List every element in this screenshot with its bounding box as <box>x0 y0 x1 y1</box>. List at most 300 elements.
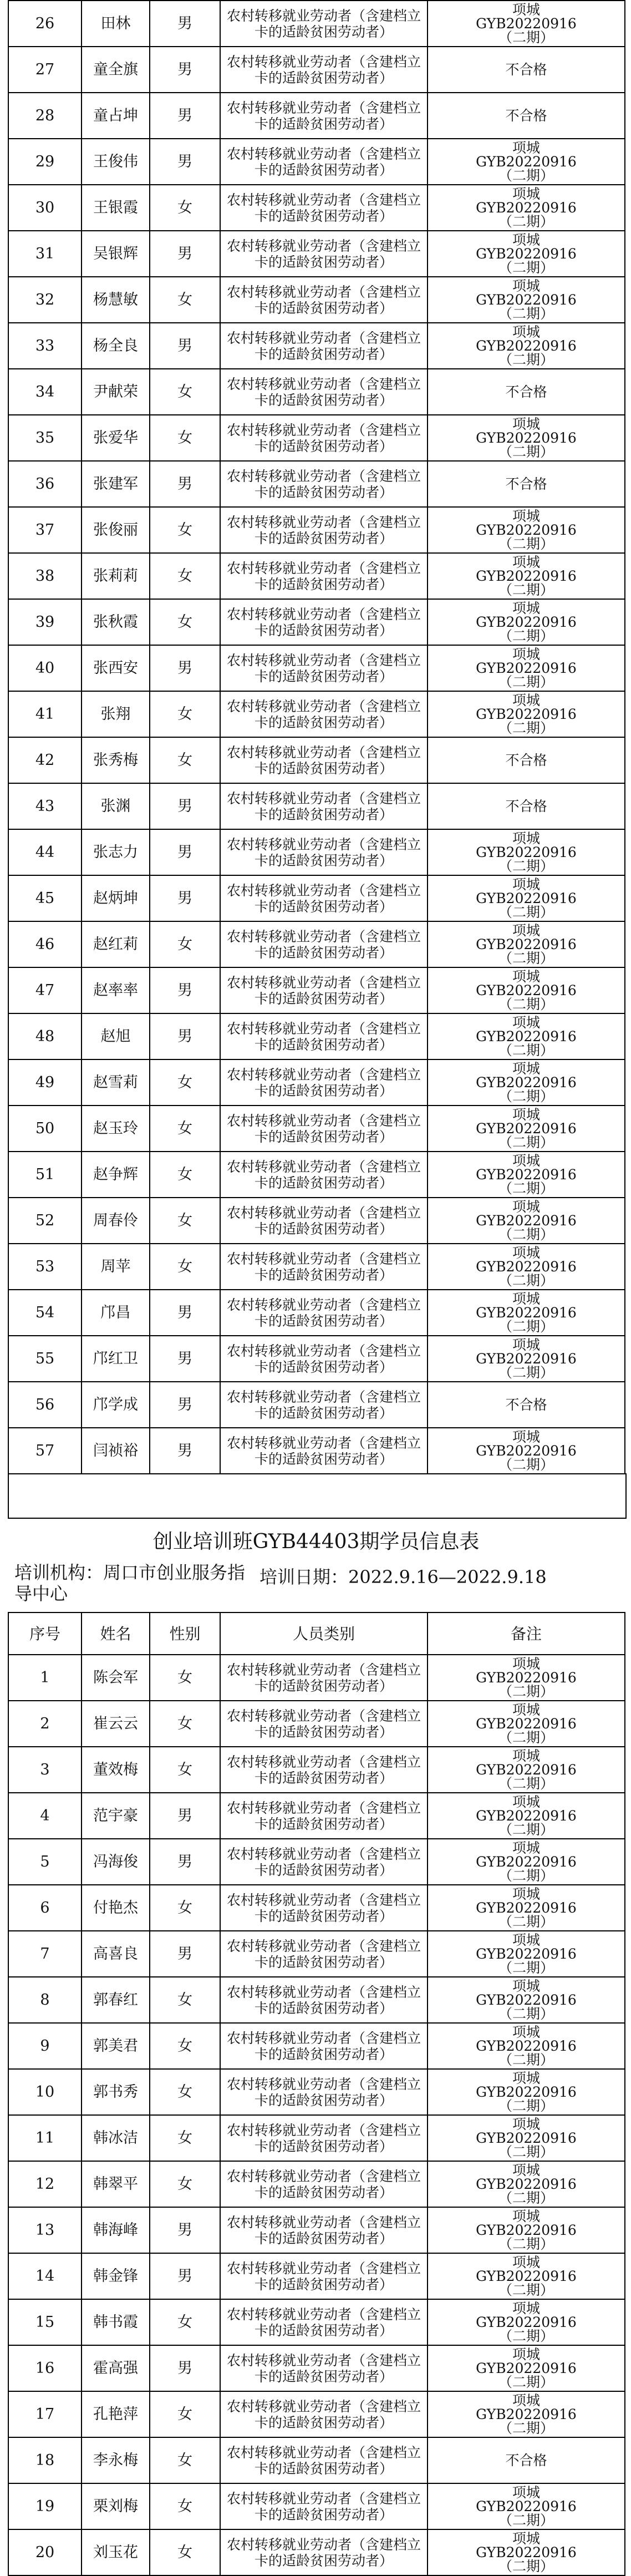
student-gender: 女 <box>150 2529 220 2575</box>
student-gender: 男 <box>150 231 220 277</box>
table-row <box>8 1428 625 1474</box>
row-note <box>428 2529 625 2575</box>
student-gender: 男 <box>150 645 220 691</box>
student-category: 农村转移就业劳动者（含建档立卡的适龄贫困劳动者） <box>220 599 428 645</box>
note-line2: GYB20220916 <box>476 2268 577 2284</box>
table-row <box>8 1655 625 1701</box>
table-header-row <box>8 1612 625 1655</box>
student-name: 张志力 <box>82 829 150 875</box>
note-line3: （二期） <box>498 2328 554 2344</box>
row-note <box>428 1793 625 1839</box>
note-line1: 项城 <box>512 1702 540 1718</box>
note-line3: （二期） <box>498 29 554 45</box>
student-gender: 男 <box>150 461 220 507</box>
student-name: 栗刘梅 <box>82 2483 150 2529</box>
note-line2: GYB20220916 <box>476 1213 577 1229</box>
student-category: 农村转移就业劳动者（含建档立卡的适龄贫困劳动者） <box>220 553 428 599</box>
row-number: 38 <box>8 553 82 599</box>
student-gender: 男 <box>150 1336 220 1382</box>
note-line3: （二期） <box>498 1683 554 1700</box>
note-line2: GYB20220916 <box>476 2222 577 2238</box>
student-name: 刘玉花 <box>82 2529 150 2575</box>
note-line1: 项城 <box>512 1107 540 1123</box>
header-category: 人员类别 <box>220 1612 428 1655</box>
note-line2: GYB20220916 <box>476 1443 577 1459</box>
student-gender: 男 <box>150 2253 220 2299</box>
note-line3: （二期） <box>498 2144 554 2160</box>
student-name: 周春伶 <box>82 1198 150 1244</box>
student-gender: 女 <box>150 921 220 967</box>
table-row <box>8 1977 625 2023</box>
table-row <box>8 1 625 47</box>
note-line2: GYB20220916 <box>476 16 577 32</box>
note-line1: 项城 <box>512 1932 540 1948</box>
student-gender: 女 <box>150 2115 220 2161</box>
row-note <box>428 645 625 691</box>
note-line2: GYB20220916 <box>476 2038 577 2054</box>
note-line1: 项城 <box>512 2254 540 2270</box>
student-gender: 女 <box>150 1747 220 1793</box>
student-name: 郭春红 <box>82 1977 150 2023</box>
note-line1: 项城 <box>512 1429 540 1445</box>
row-number: 39 <box>8 599 82 645</box>
row-number: 44 <box>8 829 82 875</box>
note-line3: （二期） <box>498 2558 554 2574</box>
note-line1: 项城 <box>512 2531 540 2547</box>
student-name: 邝昌 <box>82 1290 150 1336</box>
student-gender: 男 <box>150 1428 220 1474</box>
student-name: 闫祯裕 <box>82 1428 150 1474</box>
row-note <box>428 139 625 185</box>
note-line2: GYB20220916 <box>476 890 577 906</box>
header-note: 备注 <box>428 1612 625 1655</box>
note-line3: （二期） <box>498 2236 554 2252</box>
student-gender: 男 <box>150 967 220 1013</box>
student-gender: 男 <box>150 1931 220 1977</box>
row-number: 51 <box>8 1152 82 1198</box>
student-gender: 女 <box>150 2391 220 2437</box>
student-gender: 男 <box>150 875 220 921</box>
table-row <box>8 1152 625 1198</box>
student-gender: 男 <box>150 1 220 47</box>
student-table-part1 <box>8 0 625 1474</box>
student-category: 农村转移就业劳动者（含建档立卡的适龄贫困劳动者） <box>220 1290 428 1336</box>
student-category: 农村转移就业劳动者（含建档立卡的适龄贫困劳动者） <box>220 277 428 323</box>
row-number: 45 <box>8 875 82 921</box>
row-note <box>428 185 625 231</box>
row-note <box>428 1885 625 1931</box>
row-number: 33 <box>8 323 82 369</box>
student-category: 农村转移就业劳动者（含建档立卡的适龄贫困劳动者） <box>220 2069 428 2115</box>
row-note: 不合格 <box>428 783 625 829</box>
student-gender: 男 <box>150 2207 220 2253</box>
student-category: 农村转移就业劳动者（含建档立卡的适龄贫困劳动者） <box>220 1428 428 1474</box>
note-line3: （二期） <box>498 1960 554 1976</box>
note-line2: GYB20220916 <box>476 982 577 998</box>
student-name: 韩书霞 <box>82 2299 150 2345</box>
note-line2: GYB20220916 <box>476 1028 577 1044</box>
student-name: 张秋霞 <box>82 599 150 645</box>
student-gender: 女 <box>150 277 220 323</box>
student-name: 李永梅 <box>82 2437 150 2483</box>
student-category: 农村转移就业劳动者（含建档立卡的适龄贫困劳动者） <box>220 645 428 691</box>
student-gender: 女 <box>150 1885 220 1931</box>
table-row <box>8 1336 625 1382</box>
table-row <box>8 553 625 599</box>
table-row <box>8 139 625 185</box>
note-line3: （二期） <box>498 950 554 966</box>
row-note: 不合格 <box>428 737 625 783</box>
student-name: 赵炳坤 <box>82 875 150 921</box>
row-note: 不合格 <box>428 47 625 93</box>
student-category: 农村转移就业劳动者（含建档立卡的适龄贫困劳动者） <box>220 1059 428 1106</box>
note-line1: 项城 <box>512 1199 540 1215</box>
student-name: 杨全良 <box>82 323 150 369</box>
note-line2: GYB20220916 <box>476 1167 577 1183</box>
table-gap <box>8 1473 627 1519</box>
note-line2: GYB20220916 <box>476 2176 577 2192</box>
note-line1: 项城 <box>512 2 540 18</box>
section-title: 创业培训班GYB44403期学员信息表 <box>152 1530 480 1553</box>
row-note <box>428 1244 625 1290</box>
student-category: 农村转移就业劳动者（含建档立卡的适龄贫困劳动者） <box>220 1747 428 1793</box>
row-number: 53 <box>8 1244 82 1290</box>
table-row <box>8 2391 625 2437</box>
student-category: 农村转移就业劳动者（含建档立卡的适龄贫困劳动者） <box>220 2253 428 2299</box>
note-line3: （二期） <box>498 1272 554 1289</box>
student-category: 农村转移就业劳动者（含建档立卡的适龄贫困劳动者） <box>220 2207 428 2253</box>
note-line2: GYB20220916 <box>476 338 577 354</box>
student-name: 董效梅 <box>82 1747 150 1793</box>
student-gender: 男 <box>150 783 220 829</box>
student-category: 农村转移就业劳动者（含建档立卡的适龄贫困劳动者） <box>220 921 428 967</box>
student-gender: 男 <box>150 1793 220 1839</box>
note-line2: GYB20220916 <box>476 936 577 952</box>
student-name: 赵旭 <box>82 1013 150 1059</box>
note-line3: （二期） <box>498 904 554 920</box>
note-line3: （二期） <box>498 260 554 276</box>
table-row <box>8 2069 625 2115</box>
student-name: 张西安 <box>82 645 150 691</box>
student-category: 农村转移就业劳动者（含建档立卡的适龄贫困劳动者） <box>220 1839 428 1885</box>
note-line3: （二期） <box>498 2190 554 2206</box>
note-line1: 项城 <box>512 1245 540 1261</box>
table-row <box>8 2161 625 2207</box>
note-line1: 项城 <box>512 2346 540 2362</box>
row-number: 30 <box>8 185 82 231</box>
row-note <box>428 1655 625 1701</box>
note-line1: 项城 <box>512 232 540 248</box>
student-gender: 女 <box>150 2023 220 2069</box>
row-number: 18 <box>8 2437 82 2483</box>
note-line1: 项城 <box>512 968 540 985</box>
row-note <box>428 1059 625 1106</box>
row-note <box>428 1 625 47</box>
note-line2: GYB20220916 <box>476 2498 577 2514</box>
note-line2: GYB20220916 <box>476 1351 577 1367</box>
student-category: 农村转移就业劳动者（含建档立卡的适龄贫困劳动者） <box>220 737 428 783</box>
student-category: 农村转移就业劳动者（含建档立卡的适龄贫困劳动者） <box>220 1 428 47</box>
note-line2: GYB20220916 <box>476 1808 577 1824</box>
student-gender: 男 <box>150 323 220 369</box>
note-line3: （二期） <box>498 1822 554 1838</box>
row-note <box>428 1701 625 1747</box>
student-gender: 女 <box>150 1106 220 1152</box>
table-row <box>8 1931 625 1977</box>
note-line1: 项城 <box>512 2116 540 2132</box>
student-category: 农村转移就业劳动者（含建档立卡的适龄贫困劳动者） <box>220 1244 428 1290</box>
student-name: 邝红卫 <box>82 1336 150 1382</box>
note-line3: （二期） <box>498 1457 554 1473</box>
note-line2: GYB20220916 <box>476 154 577 170</box>
row-number: 27 <box>8 47 82 93</box>
note-line2: GYB20220916 <box>476 660 577 676</box>
header-no: 序号 <box>8 1612 82 1655</box>
student-gender: 男 <box>150 47 220 93</box>
row-number: 43 <box>8 783 82 829</box>
row-note <box>428 829 625 875</box>
row-note <box>428 553 625 599</box>
table-row <box>8 1701 625 1747</box>
table-row <box>8 2253 625 2299</box>
row-note <box>428 875 625 921</box>
row-number: 49 <box>8 1059 82 1106</box>
row-number: 12 <box>8 2161 82 2207</box>
student-category: 农村转移就业劳动者（含建档立卡的适龄贫困劳动者） <box>220 1793 428 1839</box>
row-number: 47 <box>8 967 82 1013</box>
table-row <box>8 737 625 783</box>
table-row <box>8 461 625 507</box>
note-line2: GYB20220916 <box>476 430 577 446</box>
student-gender: 女 <box>150 2299 220 2345</box>
row-note <box>428 2253 625 2299</box>
note-line3: （二期） <box>498 674 554 690</box>
student-gender: 男 <box>150 1290 220 1336</box>
student-gender: 男 <box>150 1013 220 1059</box>
row-note: 不合格 <box>428 93 625 139</box>
note-line2: GYB20220916 <box>476 1259 577 1275</box>
note-line2: GYB20220916 <box>476 2084 577 2100</box>
note-line1: 项城 <box>512 416 540 432</box>
note-line1: 项城 <box>512 324 540 340</box>
note-line2: GYB20220916 <box>476 1762 577 1778</box>
student-name: 赵红莉 <box>82 921 150 967</box>
note-line1: 项城 <box>512 1153 540 1169</box>
table-row <box>8 921 625 967</box>
row-note <box>428 2299 625 2345</box>
row-note <box>428 2069 625 2115</box>
student-name: 邝学成 <box>82 1382 150 1428</box>
note-line1: 项城 <box>512 876 540 893</box>
row-note <box>428 2023 625 2069</box>
student-gender: 女 <box>150 2483 220 2529</box>
row-number: 41 <box>8 691 82 737</box>
student-name: 杨慧敏 <box>82 277 150 323</box>
note-line3: （二期） <box>498 2374 554 2390</box>
note-line1: 项城 <box>512 1291 540 1307</box>
student-category: 农村转移就业劳动者（含建档立卡的适龄贫困劳动者） <box>220 1106 428 1152</box>
note-line3: （二期） <box>498 2420 554 2436</box>
student-category: 农村转移就业劳动者（含建档立卡的适龄贫困劳动者） <box>220 323 428 369</box>
note-line2: GYB20220916 <box>476 614 577 630</box>
note-line3: （二期） <box>498 214 554 230</box>
student-category: 农村转移就业劳动者（含建档立卡的适龄贫困劳动者） <box>220 2345 428 2391</box>
student-name: 韩海峰 <box>82 2207 150 2253</box>
training-org: 培训机构：周口市创业服务指导中心 <box>14 1562 246 1604</box>
table-row <box>8 2023 625 2069</box>
note-line3: （二期） <box>498 1914 554 1930</box>
table-row <box>8 1244 625 1290</box>
student-category: 农村转移就业劳动者（含建档立卡的适龄贫困劳动者） <box>220 231 428 277</box>
table-row <box>8 2345 625 2391</box>
note-line1: 项城 <box>512 2162 540 2178</box>
note-line3: （二期） <box>498 2282 554 2298</box>
table-row <box>8 231 625 277</box>
student-name: 赵率率 <box>82 967 150 1013</box>
row-note <box>428 2345 625 2391</box>
note-line3: （二期） <box>498 628 554 644</box>
student-gender: 女 <box>150 1152 220 1198</box>
note-line3: （二期） <box>498 1730 554 1746</box>
note-line3: （二期） <box>498 858 554 874</box>
student-category: 农村转移就业劳动者（含建档立卡的适龄贫困劳动者） <box>220 47 428 93</box>
student-category: 农村转移就业劳动者（含建档立卡的适龄贫困劳动者） <box>220 2529 428 2575</box>
table-row <box>8 2115 625 2161</box>
row-number: 26 <box>8 1 82 47</box>
note-line1: 项城 <box>512 1656 540 1672</box>
row-note <box>428 277 625 323</box>
note-line1: 项城 <box>512 140 540 156</box>
row-number: 17 <box>8 2391 82 2437</box>
student-name: 孔艳萍 <box>82 2391 150 2437</box>
note-line1: 项城 <box>512 2300 540 2316</box>
row-note <box>428 323 625 369</box>
row-number: 50 <box>8 1106 82 1152</box>
row-number: 2 <box>8 1701 82 1747</box>
note-line2: GYB20220916 <box>476 2314 577 2330</box>
student-category: 农村转移就业劳动者（含建档立卡的适龄贫困劳动者） <box>220 967 428 1013</box>
student-gender: 女 <box>150 2069 220 2115</box>
row-number: 46 <box>8 921 82 967</box>
note-line3: （二期） <box>498 1365 554 1381</box>
row-number: 6 <box>8 1885 82 1931</box>
note-line3: （二期） <box>498 168 554 184</box>
table-row <box>8 1793 625 1839</box>
note-line3: （二期） <box>498 1776 554 1792</box>
note-line2: GYB20220916 <box>476 706 577 722</box>
row-note <box>428 507 625 553</box>
note-line1: 项城 <box>512 1886 540 1902</box>
table-row <box>8 369 625 415</box>
row-number: 5 <box>8 1839 82 1885</box>
student-name: 赵争辉 <box>82 1152 150 1198</box>
student-category: 农村转移就业劳动者（含建档立卡的适龄贫困劳动者） <box>220 829 428 875</box>
student-name: 吴银辉 <box>82 231 150 277</box>
student-name: 霍高强 <box>82 2345 150 2391</box>
student-gender: 女 <box>150 1059 220 1106</box>
table-row <box>8 2299 625 2345</box>
student-gender: 女 <box>150 691 220 737</box>
row-note: 不合格 <box>428 461 625 507</box>
note-line1: 项城 <box>512 278 540 294</box>
student-category: 农村转移就业劳动者（含建档立卡的适龄贫困劳动者） <box>220 783 428 829</box>
note-line2: GYB20220916 <box>476 844 577 860</box>
student-name: 童占坤 <box>82 93 150 139</box>
note-line1: 项城 <box>512 1978 540 1994</box>
student-name: 韩翠平 <box>82 2161 150 2207</box>
row-number: 52 <box>8 1198 82 1244</box>
student-gender: 女 <box>150 553 220 599</box>
row-note <box>428 2115 625 2161</box>
row-note <box>428 1198 625 1244</box>
row-number: 40 <box>8 645 82 691</box>
student-category: 农村转移就业劳动者（含建档立卡的适龄贫困劳动者） <box>220 1977 428 2023</box>
student-name: 童全旗 <box>82 47 150 93</box>
student-gender: 男 <box>150 139 220 185</box>
student-gender: 女 <box>150 1977 220 2023</box>
note-line1: 项城 <box>512 1337 540 1353</box>
table-row <box>8 1198 625 1244</box>
student-category: 农村转移就业劳动者（含建档立卡的适龄贫困劳动者） <box>220 139 428 185</box>
student-name: 韩冰洁 <box>82 2115 150 2161</box>
row-number: 4 <box>8 1793 82 1839</box>
table-row <box>8 93 625 139</box>
note-line1: 项城 <box>512 830 540 846</box>
note-line2: GYB20220916 <box>476 1305 577 1321</box>
note-line3: （二期） <box>498 2098 554 2114</box>
row-note <box>428 1428 625 1474</box>
note-line3: （二期） <box>498 2006 554 2022</box>
row-number: 34 <box>8 369 82 415</box>
row-number: 8 <box>8 1977 82 2023</box>
student-name: 郭书秀 <box>82 2069 150 2115</box>
student-name: 周苹 <box>82 1244 150 1290</box>
student-gender: 男 <box>150 93 220 139</box>
student-category: 农村转移就业劳动者（含建档立卡的适龄贫困劳动者） <box>220 2437 428 2483</box>
table-row <box>8 1382 625 1428</box>
student-name: 崔云云 <box>82 1701 150 1747</box>
student-category: 农村转移就业劳动者（含建档立卡的适龄贫困劳动者） <box>220 507 428 553</box>
note-line1: 项城 <box>512 2208 540 2224</box>
student-category: 农村转移就业劳动者（含建档立卡的适龄贫困劳动者） <box>220 369 428 415</box>
note-line1: 项城 <box>512 646 540 662</box>
note-line3: （二期） <box>498 352 554 368</box>
note-line1: 项城 <box>512 186 540 202</box>
note-line2: GYB20220916 <box>476 522 577 538</box>
header-name: 姓名 <box>82 1612 150 1655</box>
note-line3: （二期） <box>498 306 554 322</box>
note-line1: 项城 <box>512 1794 540 1810</box>
note-line2: GYB20220916 <box>476 2544 577 2560</box>
row-note <box>428 2161 625 2207</box>
note-line3: （二期） <box>498 996 554 1012</box>
student-gender: 女 <box>150 1655 220 1701</box>
student-category: 农村转移就业劳动者（含建档立卡的适龄贫困劳动者） <box>220 93 428 139</box>
table-row <box>8 323 625 369</box>
row-note <box>428 1013 625 1059</box>
row-number: 1 <box>8 1655 82 1701</box>
row-note <box>428 2207 625 2253</box>
note-line2: GYB20220916 <box>476 1074 577 1091</box>
note-line1: 项城 <box>512 1015 540 1031</box>
table-row <box>8 277 625 323</box>
row-number: 3 <box>8 1747 82 1793</box>
row-note: 不合格 <box>428 2437 625 2483</box>
note-line3: （二期） <box>498 1180 554 1196</box>
student-category: 农村转移就业劳动者（含建档立卡的适龄贫困劳动者） <box>220 2161 428 2207</box>
note-line2: GYB20220916 <box>476 1120 577 1137</box>
row-number: 54 <box>8 1290 82 1336</box>
